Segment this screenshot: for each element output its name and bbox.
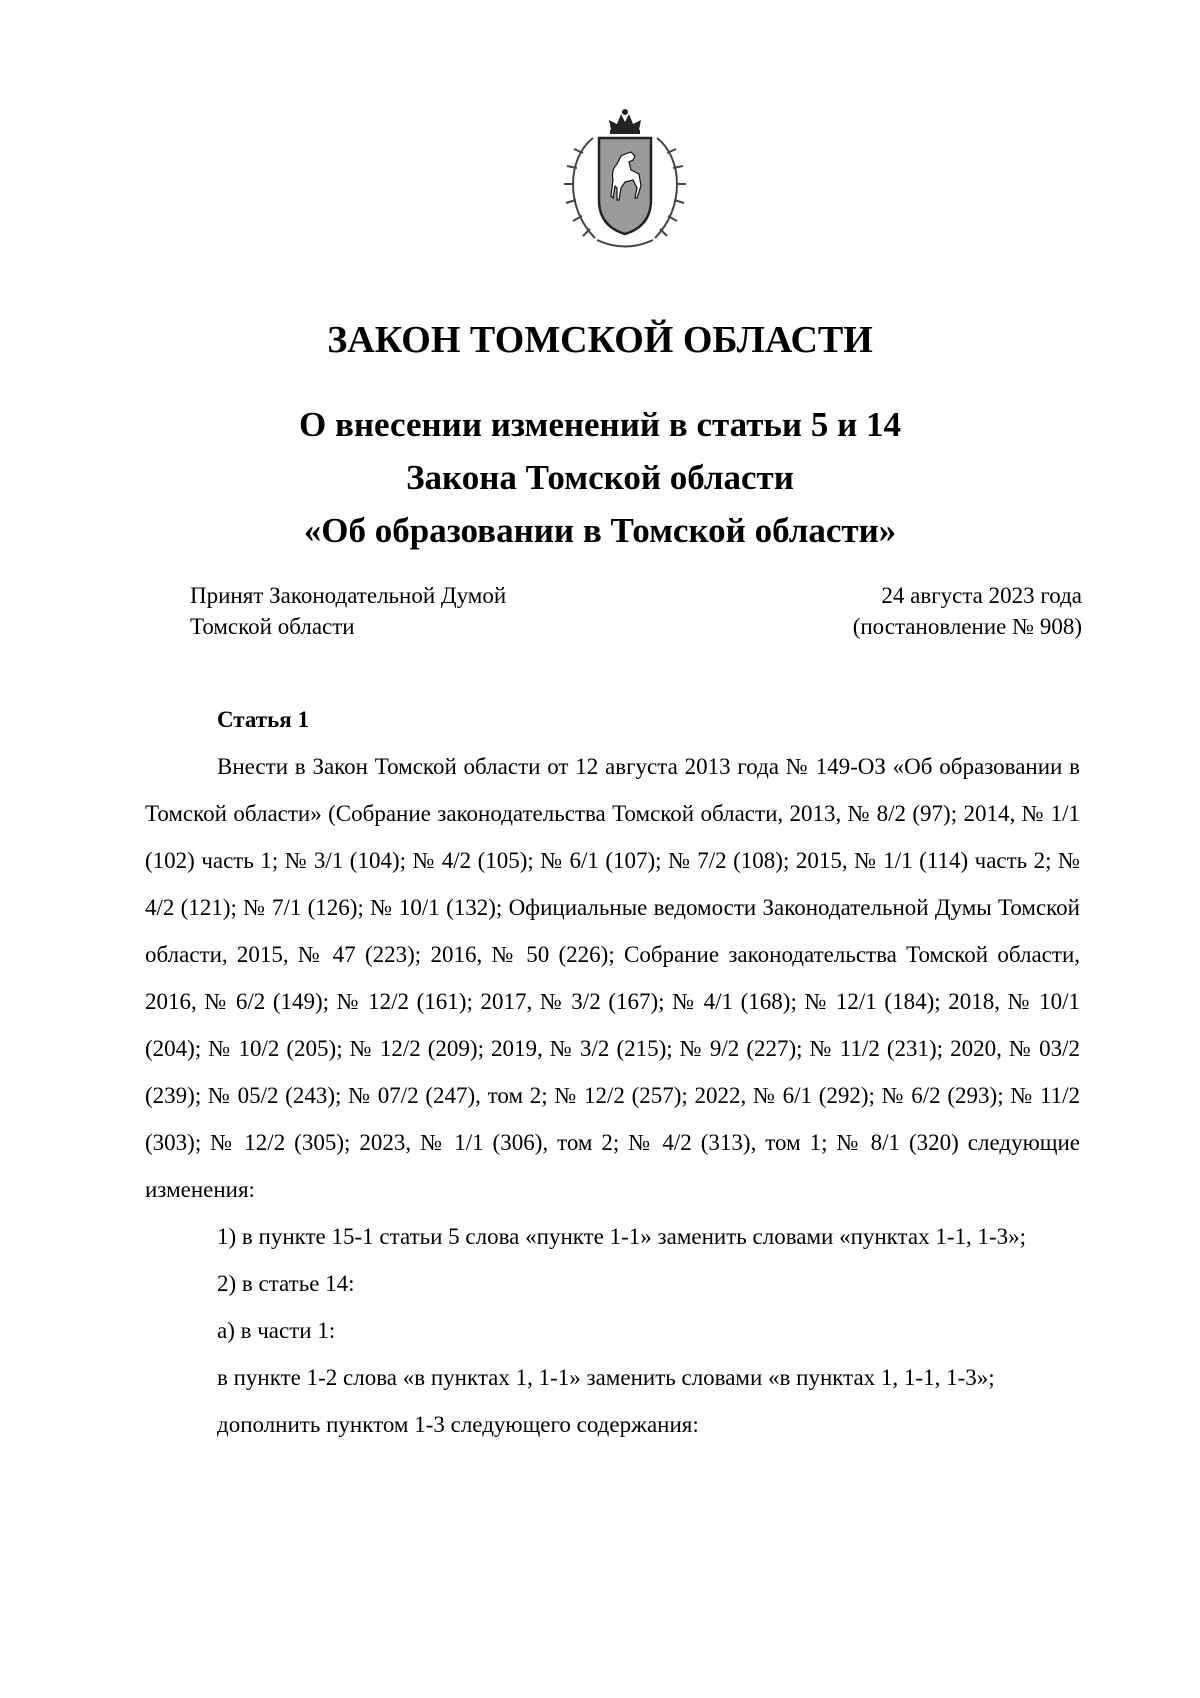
subtitle-line: Закона Томской области [406, 458, 794, 497]
subtitle-line: «Об образовании в Томской области» [303, 511, 897, 550]
adopted-by [190, 580, 506, 642]
adopted-by-line: Томской области [190, 614, 355, 639]
adoption-date-line: 24 августа 2023 года [881, 583, 1082, 608]
coat-of-arms-emblem [555, 108, 695, 253]
crown-icon [609, 109, 641, 134]
article-paragraph: Внести в Закон Томской области от 12 августа 2013 года № 149-ОЗ «Об образовании в Томской области» (Собрание законодательства Томской области, 2013, № 8/2 (97); 2014, № 1/1 (102) часть 1; № 3/1 (104); № 4/2 (105); № 6/1 (107); № 7/2 (108); 2015, № 1/1 (114) часть 2; № 4/2 (121); № 7/1 (126); № 10/1 (132); Официальные ведомости Законодательной Думы Томской области, 2015, № 47 (223); 2016, № 50 (226); Собрание законодательства Томской области, 2016, № 6/2 (149); № 12/2 (161); 2017, № 3/2 (167); № 4/1 (168); № 12/1 (184); 2018, № 10/1 (204); № 10/2 (205); № 12/2 (209); 2019, № 3/2 (215); № 9/2 (227); № 11/2 (231); 2020, № 03/2 (239); № 05/2 (243); № 07/2 (247), том 2; № 12/2 (257); 2022, № 6/1 (292); № 6/2 (293); № 11/2 (303); № 12/2 (305); 2023, № 1/1 (306), том 2; № 4/2 (313), том 1; № 8/1 (320) следующие изменения: [145, 754, 1080, 1202]
adopted-by-line: Принят Законодательной Думой [190, 583, 507, 608]
article-body [145, 696, 1080, 1448]
article-heading: Статья 1 [217, 707, 309, 732]
article-paragraph: а) в части 1: [217, 1318, 336, 1343]
article-paragraph: дополнить пунктом 1-3 следующего содержания: [217, 1412, 699, 1437]
shield-icon [599, 138, 651, 234]
document-title: ЗАКОН ТОМСКОЙ ОБЛАСТИ [327, 319, 873, 361]
article-paragraph: 2) в статье 14: [217, 1271, 355, 1296]
adoption-date [853, 580, 1082, 642]
subtitle-line: О внесении изменений в статьи 5 и 14 [299, 405, 901, 444]
resolution-number: (постановление № 908) [852, 614, 1082, 639]
article-paragraph: в пункте 1-2 слова «в пунктах 1, 1-1» заменить словами «в пунктах 1, 1-1, 1-3»; [217, 1365, 995, 1390]
law-subtitle [0, 398, 1200, 557]
article-paragraph: 1) в пункте 15-1 статьи 5 слова «пункте 1-1» заменить словами «пунктах 1-1, 1-3»; [217, 1224, 1027, 1249]
